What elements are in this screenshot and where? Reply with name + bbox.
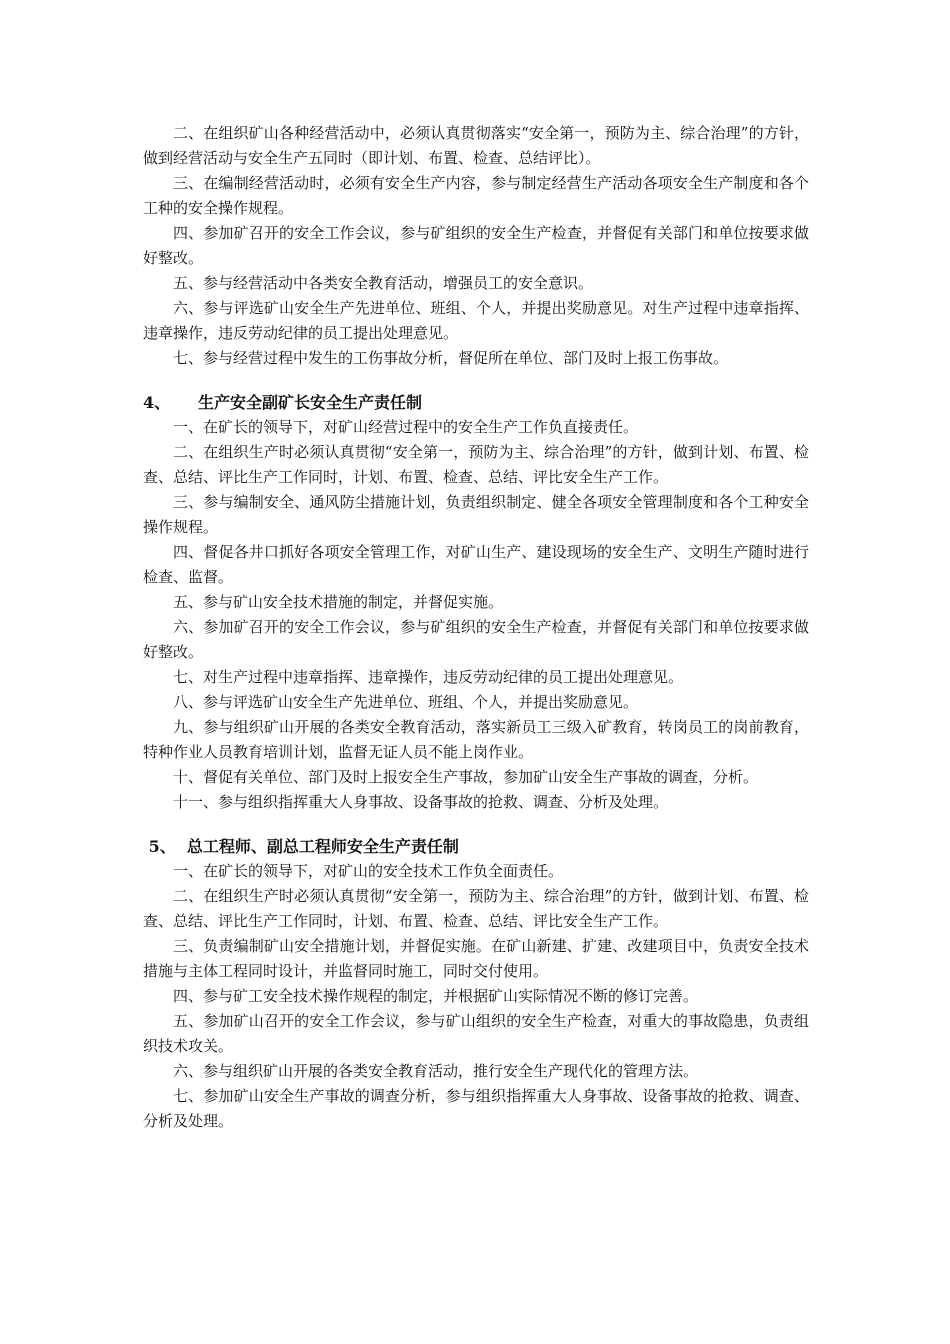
paragraph: 一、在矿长的领导下，对矿山经营过程中的安全生产工作负直接责任。 [173,418,639,436]
section-number: 5、 [148,837,176,856]
paragraph: 七、参与经营过程中发生的工伤事故分析，督促所在单位、部门及时上报工伤事故。 [173,349,729,367]
paragraph: 四、督促各井口抓好各项安全管理工作，对矿山生产、建设现场的安全生产、文明生产随时进行检查、监督。 [143,543,809,586]
paragraph: 十、督促有关单位、部门及时上报安全生产事故，参加矿山安全生产事故的调查，分析。 [173,768,759,786]
paragraph: 二、在组织生产时必须认真贯彻“安全第一，预防为主、综合治理”的方针，做到计划、布置、检查、总结、评比生产工作同时，计划、布置、检查、总结、评比安全生产工作。 [143,443,809,486]
paragraph: 六、参与评选矿山安全生产先进单位、班组、个人，并提出奖励意见。对生产过程中违章指挥、违章操作，违反劳动纪律的员工提出处理意见。 [143,299,809,342]
section-heading [143,834,809,859]
paragraph: 四、参加矿召开的安全工作会议，参与矿组织的安全生产检查，并督促有关部门和单位按要求做好整改。 [143,224,809,267]
paragraph: 七、对生产过程中违章指挥、违章操作，违反劳动纪律的员工提出处理意见。 [173,668,684,686]
paragraph: 七、参加矿山安全生产事故的调查分析，参与组织指挥重大人身事故、设备事故的抢救、调查、分析及处理。 [143,1087,809,1130]
section-title: 总工程师、副总工程师安全生产责任制 [186,837,459,856]
document-page [143,121,809,1134]
paragraph: 一、在矿长的领导下，对矿山的安全技术工作负全面责任。 [173,862,564,880]
paragraph: 六、参与组织矿山开展的各类安全教育活动，推行安全生产现代化的管理方法。 [173,1062,699,1080]
paragraph: 十一、参与组织指挥重大人身事故、设备事故的抢救、调查、分析及处理。 [173,793,669,811]
section-number: 4、 [143,393,171,412]
paragraph: 三、负责编制矿山安全措施计划，并督促实施。在矿山新建、扩建、改建项目中，负责安全技术措施与主体工程同时设计，并监督同时施工，同时交付使用。 [143,937,809,980]
paragraph: 五、参与经营活动中各类安全教育活动，增强员工的安全意识。 [173,274,594,292]
section-5 [143,834,809,1134]
paragraph: 二、在组织矿山各种经营活动中，必须认真贯彻落实“安全第一，预防为主、综合治理”的方针，做到经营活动与安全生产五同时（即计划、布置、检查、总结评比）。 [143,124,809,167]
paragraph: 四、参与矿工安全技术操作规程的制定，并根据矿山实际情况不断的修订完善。 [173,987,699,1005]
section-4 [143,390,809,815]
paragraph: 八、参与评选矿山安全生产先进单位、班组、个人，并提出奖励意见。 [173,693,639,711]
paragraph: 二、在组织生产时必须认真贯彻“安全第一，预防为主、综合治理”的方针，做到计划、布置、检查、总结、评比生产工作同时，计划、布置、检查、总结、评比安全生产工作。 [143,887,809,930]
paragraph: 五、参与矿山安全技术措施的制定，并督促实施。 [173,593,504,611]
section-heading [143,390,809,415]
section-spacer [143,371,809,390]
paragraph: 三、在编制经营活动时，必须有安全生产内容，参与制定经营生产活动各项安全生产制度和各个工种的安全操作规程。 [143,174,809,217]
intro-section [143,121,809,371]
paragraph: 九、参与组织矿山开展的各类安全教育活动，落实新员工三级入矿教育，转岗员工的岗前教育，特种作业人员教育培训计划，监督无证人员不能上岗作业。 [143,718,809,761]
paragraph: 六、参加矿召开的安全工作会议，参与矿组织的安全生产检查，并督促有关部门和单位按要求做好整改。 [143,618,809,661]
paragraph: 三、参与编制安全、通风防尘措施计划，负责组织制定、健全各项安全管理制度和各个工种安全操作规程。 [143,493,809,536]
paragraph: 五、参加矿山召开的安全工作会议，参与矿山组织的安全生产检查，对重大的事故隐患，负责组织技术攻关。 [143,1012,809,1055]
section-spacer [143,815,809,834]
section-title: 生产安全副矿长安全生产责任制 [198,393,423,412]
